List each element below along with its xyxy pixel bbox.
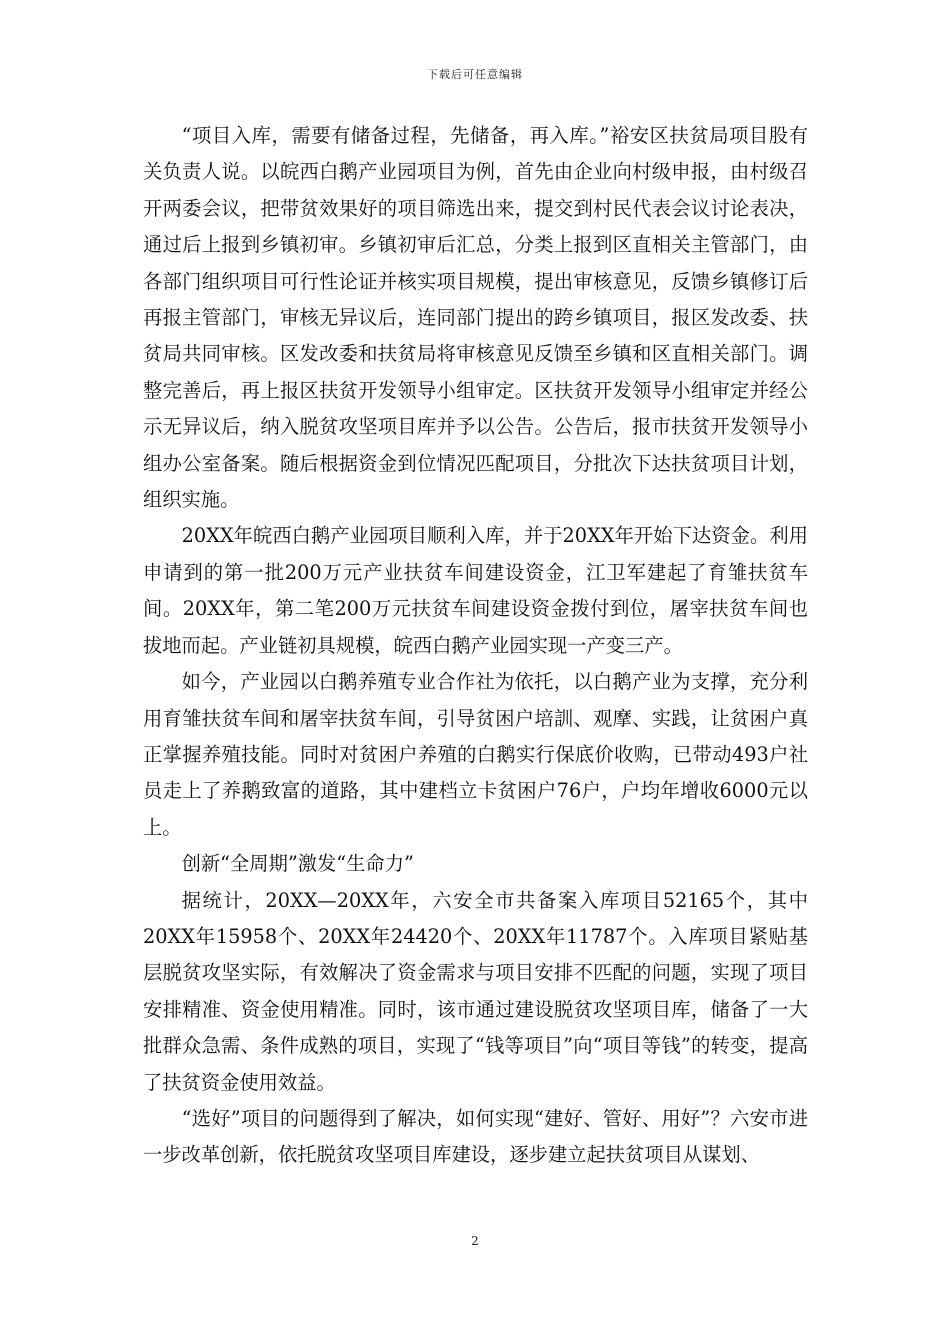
page-number: 2 [471, 1234, 479, 1248]
paragraph: 20XX年皖西白鹅产业园项目顺利入库，并于20XX年开始下达资金。利用申请到的第一批200万元产业扶贫车间建设资金，江卫军建起了育雏扶贫车间。20XX年，第二笔200万元扶贫车间建设资金拨付到位，屠宰扶贫车间也拔地而起。产业链初具规模，皖西白鹅产业园实现一产变三产。 [143, 524, 808, 657]
page-header: 下载后可任意编辑 [427, 68, 523, 81]
paragraph: 如今，产业园以白鹅养殖专业合作社为依托，以白鹅产业为支撑，充分利用育雏扶贫车间和屠宰扶贫车间，引导贫困户培訓、观摩、实践，让贫困户真正掌握养殖技能。同时对贫困户养殖的白鹅实行保底价收购，已带动493户社员走上了养鹅致富的道路，其中建档立卡贫困户76户，户均年增收6000元以上。 [143, 670, 808, 839]
paragraph: 据统计，20XX—20XX年，六安全市共备案入库项目52165个，其中20XX年15958个、20XX年24420个、20XX年11787个。入库项目紧贴基层脱贫攻坚实际，有效解决了资金需求与项目安排不匹配的问题，实现了项目安排精准、资金使用精准。同时，该市通过建设脱贫攻坚项目库，储备了一大批群众急需、条件成熟的项目，实现了“钱等项目”向“项目等钱”的转变，提高了扶贫资金使用效益。 [143, 888, 808, 1094]
paragraph: “选好”项目的问题得到了解决，如何实现“建好、管好、用好”？六安市进一步改革创新，依托脱贫攻坚项目库建设，逐步建立起扶贫项目从谋划、 [143, 1106, 808, 1167]
document-body [143, 118, 808, 1174]
paragraph: “项目入库，需要有储备过程，先储备，再入库。”裕安区扶贫局项目股有关负责人说。以皖西白鹅产业园项目为例，首先由企业向村级申报，由村级召开两委会议，把带贫效果好的项目筛选出来，提交到村民代表会议讨论表决，通过后上报到乡镇初审。乡镇初审后汇总，分类上报到区直相关主管部门，由各部门组织项目可行性论证并核实项目规模，提出审核意见，反馈乡镇修订后再报主管部门，审核无异议后，连同部门提出的跨乡镇项目，报区发改委、扶贫局共同审核。区发改委和扶贫局将审核意见反馈至乡镇和区直相关部门。调整完善后，再上报区扶贫开发领导小组审定。区扶贫开发领导小组审定并经公示无异议后，纳入脱贫攻坚项目库并予以公告。公告后，报市扶贫开发领导小组办公室备案。随后根据资金到位情况匹配项目，分批次下达扶贫项目计划，组织实施。 [143, 124, 808, 512]
section-heading: 创新“全周期”激发“生命力” [181, 852, 414, 876]
